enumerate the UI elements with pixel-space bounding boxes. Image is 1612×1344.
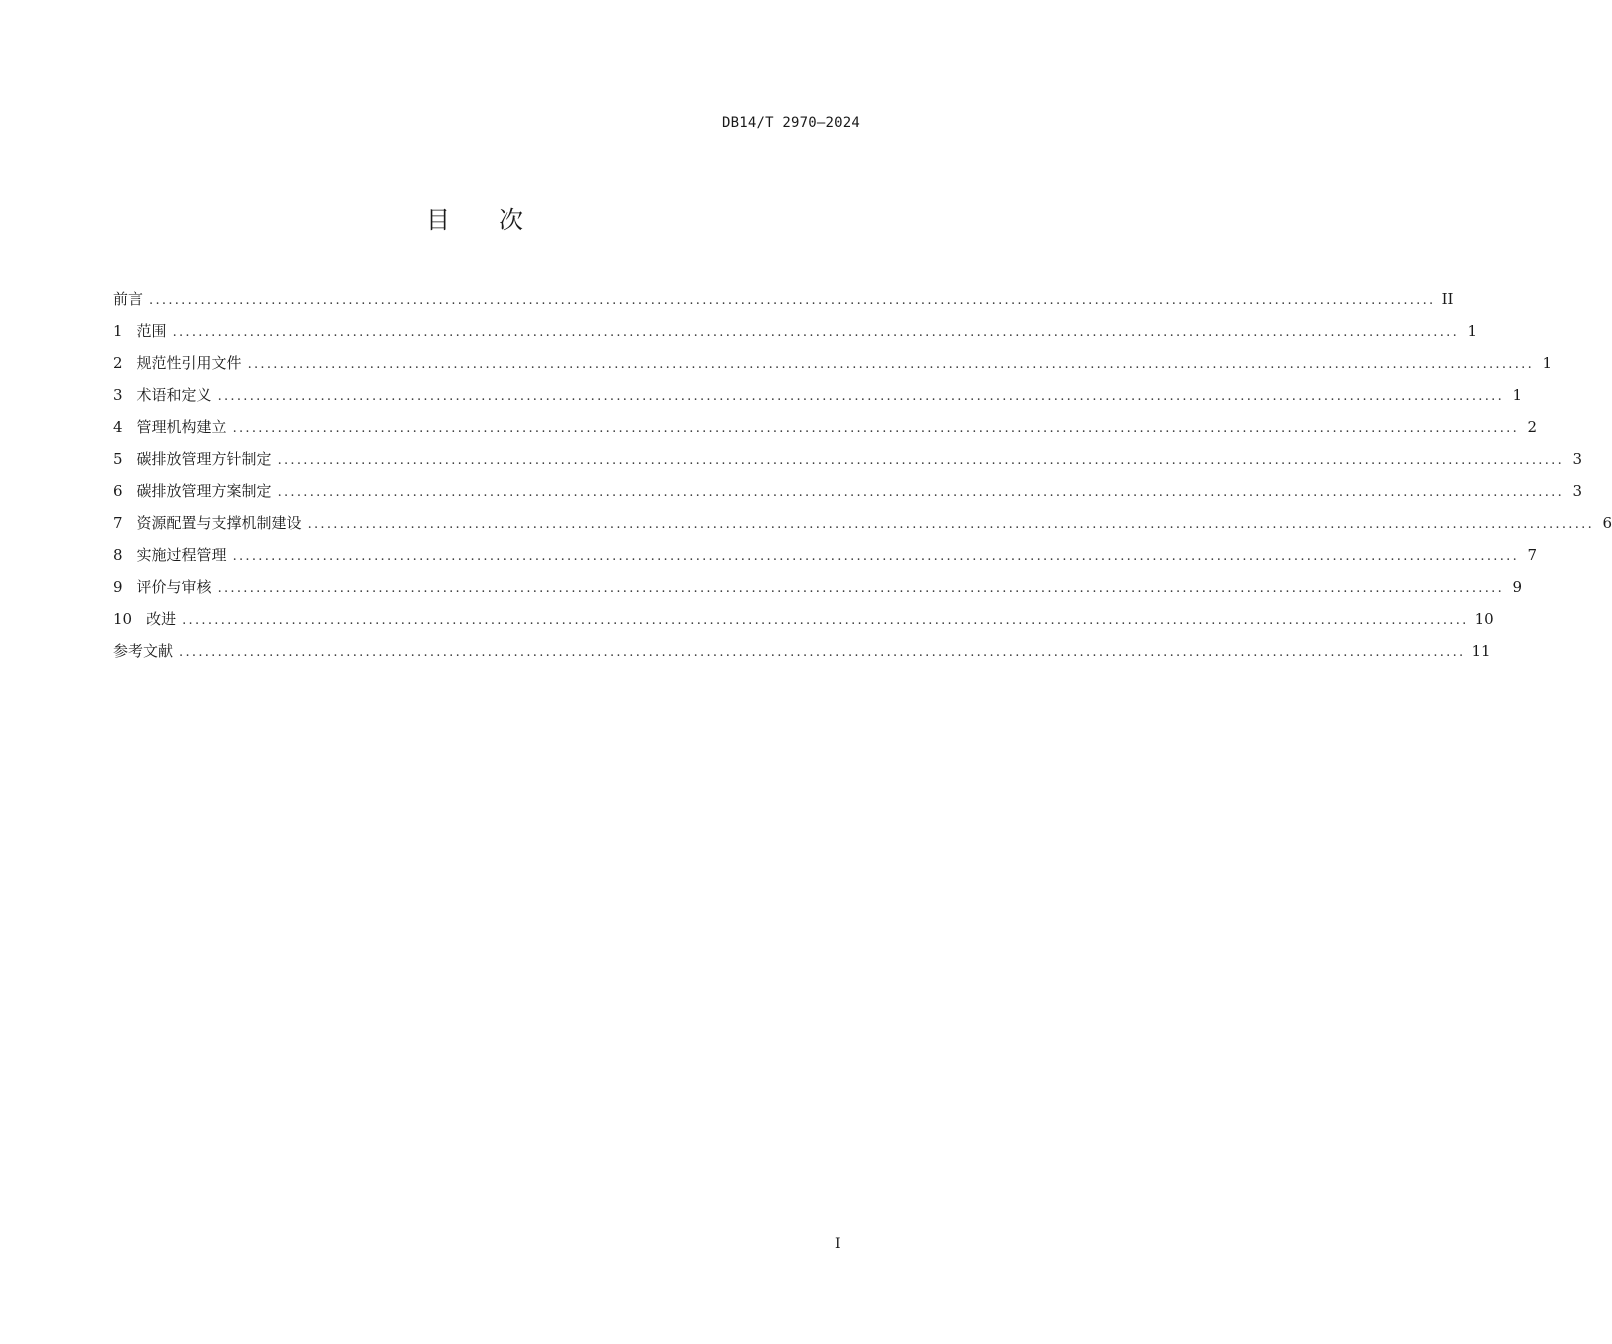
toc-dot-leader: ........................................................................................................................................................................................................ [179, 645, 1466, 660]
toc-dot-leader: ........................................................................................................................................................................................................ [232, 549, 1520, 564]
table-of-contents [113, 287, 1612, 671]
toc-entry-number: 5 [113, 450, 123, 468]
toc-title-left: 目 [426, 206, 451, 234]
toc-dot-leader: ........................................................................................................................................................................................................ [182, 613, 1469, 628]
toc-entry[interactable] [113, 607, 1494, 639]
toc-entry-label: 改进 [146, 610, 177, 628]
toc-entry-page: 11 [1471, 642, 1491, 660]
toc-entry-page: 7 [1527, 546, 1538, 564]
toc-entry-number: 9 [113, 578, 123, 596]
toc-entry-page: 3 [1572, 450, 1583, 468]
toc-dot-leader: ........................................................................................................................................................................................................ [149, 293, 1436, 308]
toc-entry-label: 实施过程管理 [136, 546, 227, 564]
toc-entry[interactable] [113, 447, 1583, 479]
toc-entry[interactable] [113, 351, 1553, 383]
toc-entry-number: 8 [113, 546, 123, 564]
toc-entry-number: 6 [113, 482, 123, 500]
toc-entry-label: 规范性引用文件 [136, 354, 242, 372]
toc-entry-page: 6 [1602, 514, 1612, 532]
toc-entry-page: 1 [1512, 386, 1523, 404]
toc-entry-label: 碳排放管理方针制定 [136, 450, 272, 468]
toc-entry[interactable] [113, 575, 1523, 607]
toc-title [0, 200, 950, 235]
toc-entry-label: 术语和定义 [136, 386, 212, 404]
toc-entry[interactable] [113, 287, 1454, 319]
toc-entry-number: 1 [113, 322, 123, 340]
toc-entry-number: 7 [113, 514, 123, 532]
toc-entry-number: 10 [113, 610, 133, 628]
document-code: DB14/T 2970—2024 [721, 115, 860, 131]
toc-dot-leader: ........................................................................................................................................................................................................ [277, 453, 1565, 468]
toc-entry[interactable] [113, 639, 1491, 671]
toc-entry[interactable] [113, 383, 1523, 415]
toc-dot-leader: ........................................................................................................................................................................................................ [172, 325, 1460, 340]
toc-entry-label: 资源配置与支撑机制建设 [136, 514, 302, 532]
toc-entry-page: 2 [1527, 418, 1538, 436]
toc-entry-page: 10 [1474, 610, 1494, 628]
toc-dot-leader: ........................................................................................................................................................................................................ [232, 421, 1520, 436]
toc-entry-number: 4 [113, 418, 123, 436]
toc-dot-leader: ........................................................................................................................................................................................................ [277, 485, 1565, 500]
toc-entry[interactable] [113, 415, 1538, 447]
toc-entry-label: 前言 [113, 290, 144, 308]
toc-entry-label: 参考文献 [113, 642, 174, 660]
toc-entry-page: 3 [1572, 482, 1583, 500]
toc-entry[interactable] [113, 511, 1612, 543]
toc-entry-number: 3 [113, 386, 123, 404]
toc-entry-page: II [1441, 290, 1454, 308]
footer-page-number: I [835, 1236, 841, 1252]
toc-entry-number: 2 [113, 354, 123, 372]
toc-entry[interactable] [113, 479, 1583, 511]
toc-entry-label: 管理机构建立 [136, 418, 227, 436]
toc-entry[interactable] [113, 543, 1538, 575]
toc-title-right: 次 [499, 206, 524, 234]
toc-entry-page: 1 [1542, 354, 1553, 372]
toc-entry-label: 范围 [136, 322, 167, 340]
toc-dot-leader: ........................................................................................................................................................................................................ [217, 389, 1505, 404]
toc-dot-leader: ........................................................................................................................................................................................................ [247, 357, 1535, 372]
toc-dot-leader: ........................................................................................................................................................................................................ [217, 581, 1505, 596]
toc-entry-label: 评价与审核 [136, 578, 212, 596]
toc-entry-page: 1 [1467, 322, 1478, 340]
toc-entry-page: 9 [1512, 578, 1523, 596]
toc-entry[interactable] [113, 319, 1478, 351]
toc-dot-leader: ........................................................................................................................................................................................................ [307, 517, 1595, 532]
toc-entry-label: 碳排放管理方案制定 [136, 482, 272, 500]
